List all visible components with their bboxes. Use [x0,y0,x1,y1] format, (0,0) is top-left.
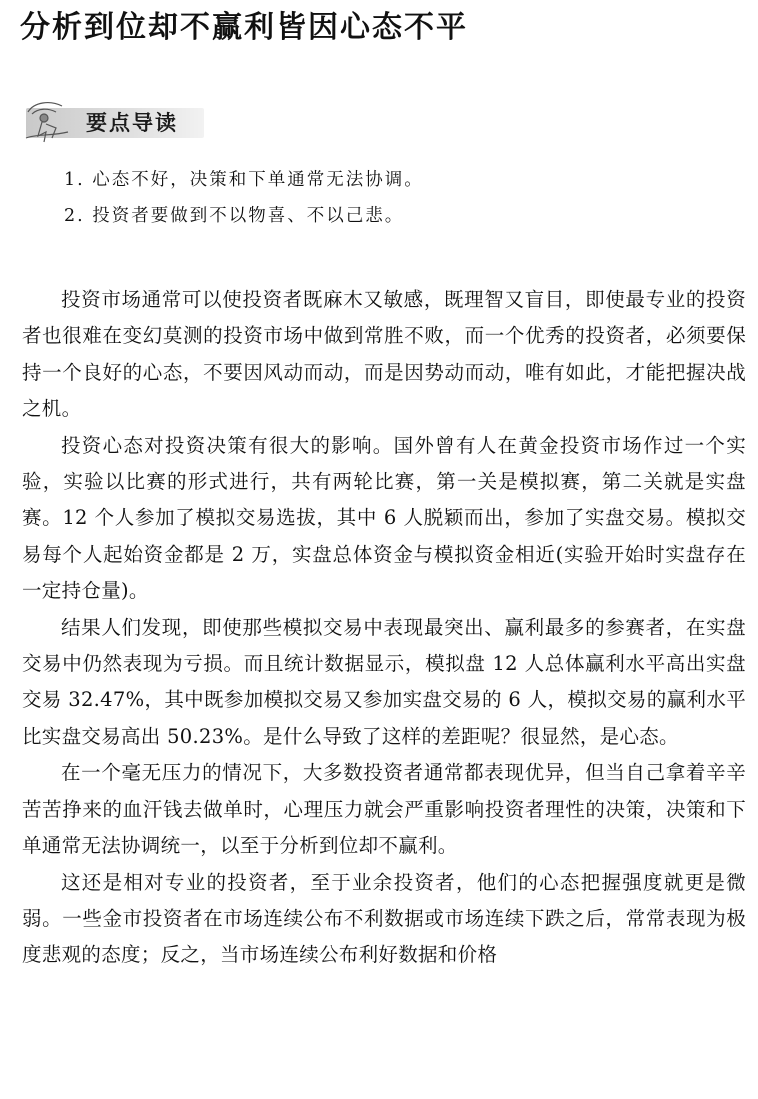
paragraph: 在一个毫无压力的情况下，大多数投资者通常都表现优异，但当自己拿着辛辛苦苦挣来的血汗钱去做单时，心理压力就会严重影响投资者理性的决策，决策和下单通常无法协调统一，以至于分析到位却不赢利。 [22,761,746,858]
key-points-header-label: 要点导读 [86,111,178,135]
page-title: 分析到位却不赢利皆因心态不平 [20,10,468,45]
key-points-header [22,98,212,144]
key-point-item: 2. 投资者要做到不以物喜、不以己悲。 [64,206,405,226]
paragraph: 投资心态对投资决策有很大的影响。国外曾有人在黄金投资市场作过一个实验，实验以比赛的形式进行，共有两轮比赛，第一关是模拟赛，第二关就是实盘赛。12 个人参加了模拟交易选拔，其中 6 人脱颖而出，参加了实盘交易。模拟交易每个人起始资金都是 2 万，实盘总体资金与模拟资金相近(实验开始时实盘存在一定持仓量)。 [22,433,746,603]
paragraph: 结果人们发现，即使那些模拟交易中表现最突出、赢利最多的参赛者，在实盘交易中仍然表现为亏损。而且统计数据显示，模拟盘 12 人总体赢利水平高出实盘交易 32.47%，其中既参加模拟交易又参加实盘交易的 6 人，模拟交易的赢利水平比实盘交易高出 50.23%。是什么导致了这样的差距呢？很显然，是心态。 [22,615,746,748]
key-point-item: 1. 心态不好，决策和下单通常无法协调。 [64,170,424,190]
key-points-list [64,162,724,234]
reader-figure-icon [22,98,72,144]
body-text [22,282,746,974]
paragraph: 这还是相对专业的投资者，至于业余投资者，他们的心态把握强度就更是微弱。一些金市投资者在市场连续公布不利数据或市场连续下跌之后，常常表现为极度悲观的态度；反之，当市场连续公布利好数据和价格 [22,870,746,967]
paragraph: 投资市场通常可以使投资者既麻木又敏感，既理智又盲目，即使最专业的投资者也很难在变幻莫测的投资市场中做到常胜不败，而一个优秀的投资者，必须要保持一个良好的心态，不要因风动而动，而是因势动而动，唯有如此，才能把握决战之机。 [22,288,746,421]
